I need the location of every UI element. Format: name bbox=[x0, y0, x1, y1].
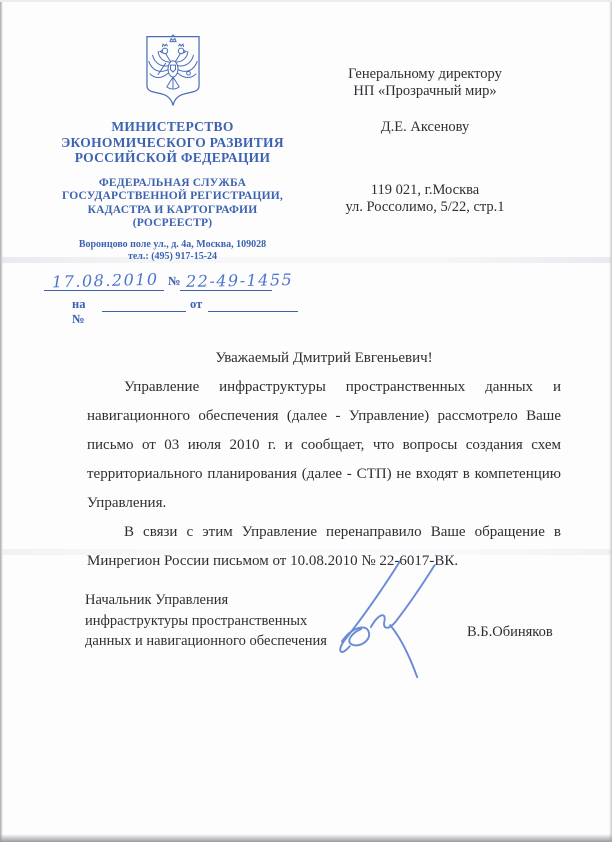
scan-edge-top bbox=[0, 0, 612, 2]
signer-title-line: инфраструктуры пространственных bbox=[85, 612, 308, 629]
service-line: ГОСУДАРСТВЕННОЙ РЕГИСТРАЦИИ, bbox=[61, 190, 283, 202]
scan-edge-bottom bbox=[0, 834, 612, 842]
reply-number-blank-underline bbox=[102, 311, 186, 312]
handwritten-date: 17.08.2010 bbox=[51, 269, 159, 292]
coat-of-arms-icon bbox=[142, 33, 204, 111]
letterhead bbox=[35, 33, 310, 263]
number-underline bbox=[180, 290, 272, 291]
letterhead-address: Воронцово поле ул., д. 4а, Москва, 109028 bbox=[78, 238, 267, 250]
letterhead-phone: тел.: (495) 917-15-24 bbox=[127, 250, 218, 262]
signer-title bbox=[85, 590, 365, 652]
ministry-line: ЭКОНОМИЧЕСКОГО РАЗВИТИЯ bbox=[61, 134, 284, 150]
recipient-name: Д.Е. Аксенову bbox=[380, 119, 470, 135]
recipient-address-line: ул. Россолимо, 5/22, стр.1 bbox=[345, 199, 505, 215]
body-paragraph-1: Управление инфраструктуры пространственных данных и навигационного обеспечения (далее - Управление) рассмотрело Ваше письмо от 03 июля 2010 г. и сообщает, что вопросы создания схем территориального планирования (далее - СТП) не входят в компетенцию Управления. bbox=[87, 379, 561, 511]
body-paragraph-2: В связи с этим Управление перенаправило Ваше обращение в Минрегион России письмом от 10.08.2010 № 22-6017-ВК. bbox=[87, 524, 561, 569]
signer-title-line: Начальник Управления bbox=[85, 592, 229, 608]
ministry-line: МИНИСТЕРСТВО bbox=[111, 119, 234, 134]
scan-edge-left bbox=[0, 0, 3, 842]
reply-from-label: от bbox=[190, 297, 203, 311]
recipient-title-line: Генеральному директору bbox=[348, 66, 502, 82]
reply-to-number-label: на № bbox=[72, 297, 86, 326]
signer-name: В.Б.Обиняков bbox=[467, 624, 553, 640]
reply-date-blank-underline bbox=[208, 311, 298, 312]
signature-scrawl-icon bbox=[330, 546, 460, 681]
salutation: Уважаемый Дмитрий Евгеньевич! bbox=[215, 350, 433, 366]
service-line: ФЕДЕРАЛЬНАЯ СЛУЖБА bbox=[98, 176, 247, 189]
handwritten-outgoing-number: 22-49-1455 bbox=[185, 270, 294, 291]
letter-body bbox=[87, 344, 561, 576]
ministry-line: РОССИЙСКОЙ ФЕДЕРАЦИИ bbox=[74, 150, 271, 165]
recipient-org-line: НП «Прозрачный мир» bbox=[353, 83, 497, 99]
date-underline bbox=[44, 290, 164, 291]
recipient-address-line: 119 021, г.Москва bbox=[370, 182, 480, 198]
number-sign-label: № bbox=[168, 274, 181, 288]
service-line: (РОСРЕЕСТР) bbox=[132, 217, 213, 229]
service-line: КАДАСТРА И КАРТОГРАФИИ bbox=[87, 203, 258, 216]
recipient-block bbox=[300, 66, 550, 216]
signer-title-line: данных и навигационного обеспечения bbox=[85, 633, 327, 649]
